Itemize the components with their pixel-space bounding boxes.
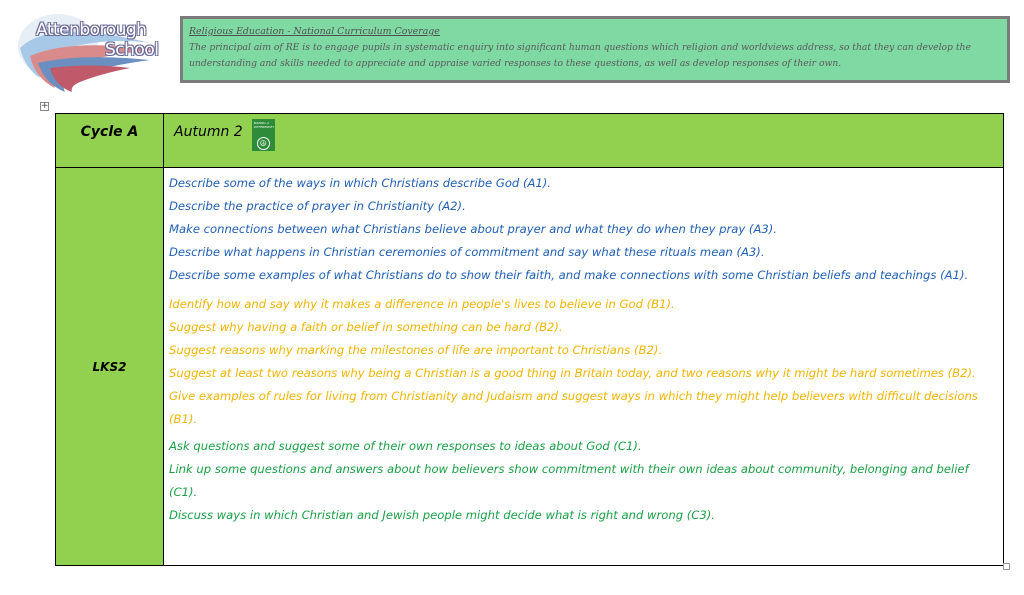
- objective-line: (C1).: [169, 485, 198, 499]
- objective-line: Suggest why having a faith or belief in something can be hard (B2).: [169, 320, 563, 334]
- peace-symbol-icon: ☮: [257, 137, 270, 150]
- cycle-cell: Cycle A: [56, 114, 164, 167]
- book-cover-text: MAKING A DIFFERENCE?: [253, 121, 275, 129]
- objective-line: Suggest at least two reasons why being a Christian is a good thing in Britain today, and two reasons why it might be hard sometimes (B2).: [169, 366, 976, 380]
- table-move-handle-icon[interactable]: +: [41, 101, 49, 111]
- objective-line: Identify how and say why it makes a difference in people's lives to believe in God (B1).: [169, 297, 675, 311]
- objective-line: Describe the practice of prayer in Christianity (A2).: [169, 199, 466, 213]
- logo-text-line2: School: [105, 40, 159, 60]
- objective-line: Give examples of rules for living from Christianity and Judaism and suggest ways in which they might help believers with difficult decisions: [169, 389, 978, 403]
- logo-text-line1: Attenborough: [36, 20, 147, 40]
- table-header-row: [56, 114, 1003, 168]
- objective-line: Make connections between what Christians believe about prayer and what they do when they pray (A3).: [169, 222, 777, 236]
- curriculum-header-box: [180, 16, 1010, 83]
- objective-line: Describe some examples of what Christians do to show their faith, and make connections with some Christian beliefs and teachings (A1).: [169, 268, 969, 282]
- header-title: Religious Education - National Curriculum Coverage: [189, 26, 440, 37]
- table-resize-handle[interactable]: [1003, 563, 1010, 570]
- objective-line: (B1).: [169, 412, 198, 426]
- school-logo: [10, 8, 175, 93]
- header-body: The principal aim of RE is to engage pupils in systematic enquiry into significant human questions which religion and worldviews address, so that they can develop the understanding and skills needed to appreciate and appraise varied responses to these questions, as well as develop responses of their own.: [189, 42, 971, 69]
- objective-line: Discuss ways in which Christian and Jewish people might decide what is right and wrong (C3).: [169, 508, 715, 522]
- curriculum-table: [55, 113, 1004, 566]
- book-cover-icon: [252, 119, 275, 151]
- objective-line: Suggest reasons why marking the milestones of life are important to Christians (B2).: [169, 343, 663, 357]
- term-label: Autumn 2: [174, 124, 243, 140]
- objective-line: Link up some questions and answers about how believers show commitment with their own ideas about community, belonging and belief: [169, 462, 969, 476]
- objective-line: Ask questions and suggest some of their own responses to ideas about God (C1).: [169, 439, 642, 453]
- objectives-cell: [164, 168, 1003, 565]
- objective-line: Describe what happens in Christian ceremonies of commitment and say what these rituals mean (A3).: [169, 245, 765, 259]
- key-stage-cell: LKS2: [56, 168, 164, 565]
- table-body-row: [56, 168, 1003, 565]
- objective-line: Describe some of the ways in which Christians describe God (A1).: [169, 176, 551, 190]
- term-cell: [164, 114, 1003, 167]
